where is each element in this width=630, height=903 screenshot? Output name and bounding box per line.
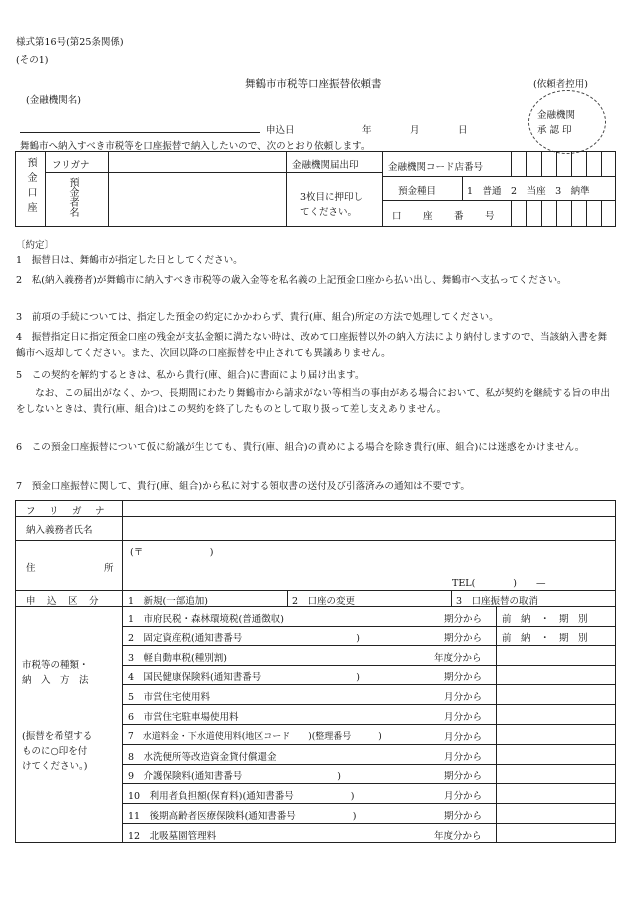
requester-note: (依頼者控用) [533,79,588,90]
postal-code: (〒 ) [130,547,214,558]
applicant-name-label: 納入義務者氏名 [26,525,93,536]
tax-type-instr-2: ものに○印を付 [22,746,88,757]
tax-row-11-name: 11 後期高齢者医療保険料(通知書番号 ) [128,811,357,822]
deposit-type-options: 1 普通 2 当座 3 納準 [467,186,590,197]
agreement-item-7: 7 預金口座振替に関して、貴行(庫、組合)から私に対する領収書の送付及び引落済みの通知は不要です。 [16,481,470,492]
address-label-1: 住 [26,563,36,574]
agreement-heading: 〔約定〕 [16,240,55,251]
apply-type-new: 1 新規(一部追加) [128,596,208,607]
applicant-furigana-label: フ リ ガ ナ [26,506,107,517]
tax-row-6-from: 月分から [444,712,483,723]
agreement-item-5: 5 この契約を解約するときは、私から貴行(庫、組合)に書面により届け出ます。 [16,370,365,381]
agreement-item-4: 4 振替指定日に指定預金口座の残金が支払金額に満たない時は、改めて口座振替以外の納入方法により納付しますので、当該納入書を舞鶴市へ返却してください。また、次回以降の口座振替を中止されても異議ありません。 [16,332,608,359]
tax-type-instr-1: (振替を希望する [22,731,93,742]
apply-type-change: 2 口座の変更 [292,596,356,607]
apply-type-cancel: 3 口座振替の取消 [456,596,539,607]
agreement-item-6: 6 この預金口座振替について仮に紛議が生じても、貴行(庫、組合)の責めによる場合を除き貴行(庫、組合)には迷惑をかけません。 [16,442,585,453]
tax-row-6-name: 6 市営住宅駐車場使用料 [128,712,239,723]
form-part: (その1) [16,55,49,66]
agreement-item-2: 2 私(納入義務者)が舞鶴市に納入すべき市税等の歳入金等を私名義の上記預金口座から払い出し、舞鶴市へ支払ってください。 [16,275,567,286]
tax-row-12-from: 年度分から [434,831,482,842]
bank-seal-note-2: てください。 [300,207,358,218]
bank-name-label: (金融機関名) [26,95,81,106]
depositor-name-label: 預金者名 [67,177,78,217]
tax-row-7-from: 月分から [444,732,483,743]
tel-field: TEL( ) — [452,578,546,589]
tax-row-1-from: 期分から [444,614,483,625]
tax-row-8-name: 8 水洗便所等改造資金貸付償還金 [128,752,277,763]
form-number: 様式第16号(第25条関係) [16,37,124,48]
tax-row-1-name: 1 市府民税・森林環境税(普通徴収) [128,614,284,625]
tax-row-4-from: 期分から [444,672,483,683]
tax-row-3-from: 年度分から [434,653,482,664]
tax-row-5-name: 5 市営住宅使用料 [128,692,211,703]
tax-row-12-name: 12 北吸墓園管理料 [128,831,217,842]
apply-date-label: 申込日 [266,125,295,136]
tax-type-label-1: 市税等の種類・ [22,660,89,671]
tax-type-instr-3: けてください。) [22,761,88,772]
tax-type-label-2: 納 入 方 法 [22,675,89,686]
tax-row-2-note: 前 納 ・ 期 別 [502,633,588,644]
agreement-item-5b: なお、この届出がなく、かつ、長期間にわたり舞鶴市から請求がない等相当の事由がある場合において、私が契約を継続する旨の申出をしないときは、貴行(庫、組合)はこの契約を終了したものとして取り扱って差し支えありません。 [16,388,611,415]
account-number-label: 口 座 番 号 [392,211,501,222]
tax-row-2-from: 期分から [444,633,483,644]
branch-code-label: 金融機関コード店番号 [388,162,484,173]
bank-name-underline [20,132,260,133]
tax-row-2-name: 2 固定資産税(通知書番号 ) [128,633,360,644]
tax-row-5-from: 月分から [444,692,483,703]
seal-text-1: 金融機関 [537,110,576,121]
tax-row-4-name: 4 国民健康保険料(通知書番号 ) [128,672,360,683]
apply-year: 年 [362,125,372,136]
agreement-item-1: 1 振替日は、舞鶴市が指定した日としてください。 [16,255,243,266]
page-title: 舞鶴市市税等口座振替依頼書 [245,78,382,90]
tax-row-9-from: 期分から [444,771,483,782]
bank-seal-label: 金融機関届出印 [292,160,359,171]
deposit-type-label: 預金種目 [398,186,437,197]
apply-month: 月 [410,125,420,136]
tax-row-11-from: 期分から [444,811,483,822]
bank-seal-note-1: 3枚目に押印し [300,192,364,203]
tax-row-8-from: 月分から [444,752,483,763]
tax-row-7-name: 7 水道料金・下水道使用料(地区コード )(整理番号 ) [128,732,382,742]
deposit-account-label: 預金口座 [25,157,36,217]
tax-row-10-name: 10 利用者負担額(保育料)(通知書番号 ) [128,791,355,802]
agreement-item-3: 3 前項の手続については、指定した預金の約定にかかわらず、貴行(庫、組合)所定の方法で処理してください。 [16,312,499,323]
tax-row-9-name: 9 介護保険料(通知書番号 ) [128,771,341,782]
tax-row-3-name: 3 軽自動車税(種別割) [128,653,227,664]
apply-day: 日 [458,125,468,136]
apply-type-label: 申 込 区 分 [26,596,100,607]
seal-text-2: 承 認 印 [537,125,572,136]
tax-row-1-note: 前 納 ・ 期 別 [502,614,588,625]
furigana-label: フリガナ [52,160,90,171]
address-label-2: 所 [104,563,114,574]
intro-text: 舞鶴市へ納入すべき市税等を口座振替で納入したいので、次のとおり依頼します。 [20,141,371,152]
tax-row-10-from: 月分から [444,791,483,802]
